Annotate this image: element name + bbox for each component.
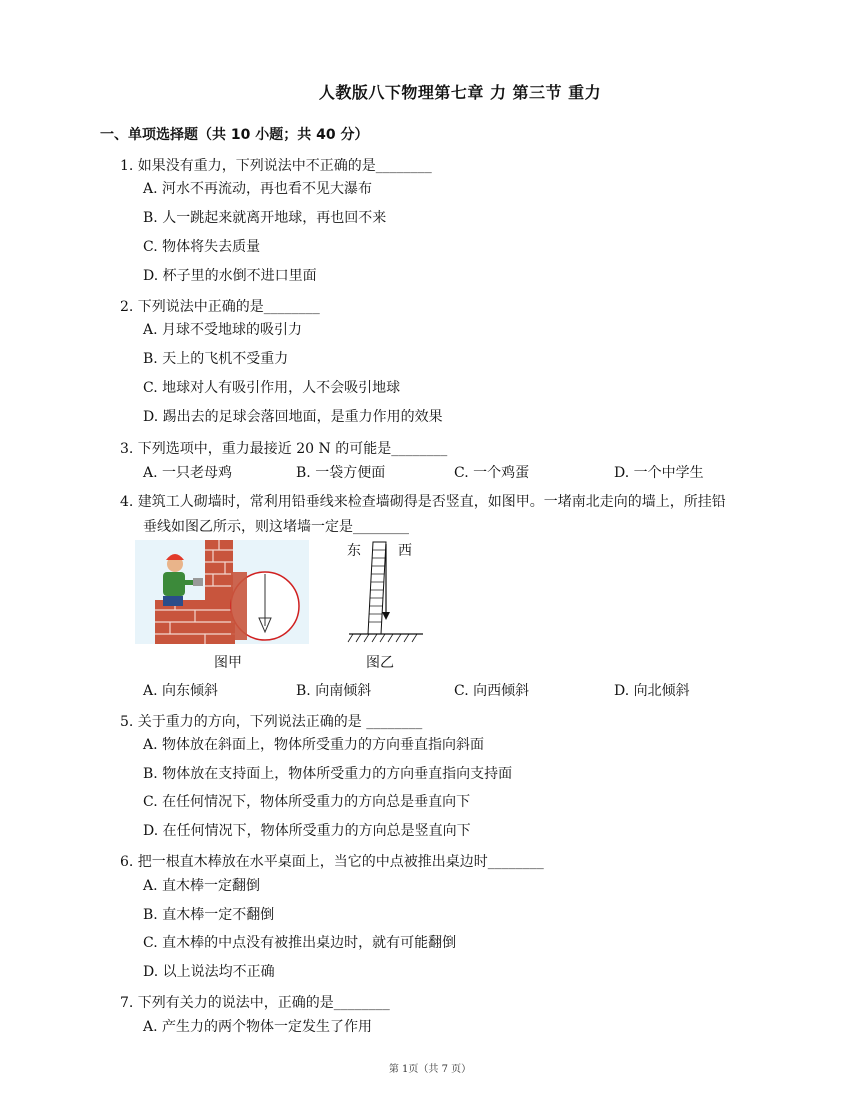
question-2-option-b: B. 天上的飞机不受重力 bbox=[143, 351, 289, 367]
question-6-option-a: A. 直木棒一定翻倒 bbox=[143, 878, 261, 894]
question-2-option-d: D. 踢出去的足球会落回地面，是重力作用的效果 bbox=[143, 409, 443, 425]
ground-hatching bbox=[348, 634, 423, 642]
question-5-option-c: C. 在任何情况下，物体所受重力的方向总是垂直向下 bbox=[143, 794, 471, 810]
question-1-stem: 1. 如果没有重力，下列说法中不正确的是________ bbox=[120, 158, 432, 174]
question-4-option-b: B. 向南倾斜 bbox=[296, 683, 372, 699]
question-3-stem: 3. 下列选项中，重力最接近 20 N 的可能是________ bbox=[120, 441, 448, 457]
question-4-stem-line2: 垂线如图乙所示，则这堵墙一定是________ bbox=[143, 519, 409, 535]
question-1-option-d: D. 杯子里的水倒不进口里面 bbox=[143, 268, 317, 284]
question-2-stem: 2. 下列说法中正确的是________ bbox=[120, 299, 320, 315]
page-footer: 第 1页（共 7 页） bbox=[388, 1064, 472, 1075]
question-2-option-a: A. 月球不受地球的吸引力 bbox=[143, 322, 303, 338]
question-2-option-c: C. 地球对人有吸引作用，人不会吸引地球 bbox=[143, 380, 401, 396]
question-4-stem-line1: 4. 建筑工人砌墙时，常利用铅垂线来检查墙砌得是否竖直，如图甲。一堵南北走向的墙上，所挂铅 bbox=[120, 494, 726, 510]
question-3-option-b: B. 一袋方便面 bbox=[296, 465, 386, 481]
question-4-option-a: A. 向东倾斜 bbox=[143, 683, 219, 699]
figure-a-caption: 图甲 bbox=[214, 655, 242, 671]
question-1-option-b: B. 人一跳起来就离开地球，再也回不来 bbox=[143, 210, 387, 226]
question-3-option-a: A. 一只老母鸡 bbox=[143, 465, 233, 481]
question-3-option-c: C. 一个鸡蛋 bbox=[454, 465, 530, 481]
question-1-option-c: C. 物体将失去质量 bbox=[143, 239, 261, 255]
question-6-option-d: D. 以上说法均不正确 bbox=[143, 964, 275, 980]
question-1-option-a: A. 河水不再流动，再也看不见大瀑布 bbox=[143, 181, 373, 197]
figure-b-caption: 图乙 bbox=[366, 655, 394, 671]
label-west: 西 bbox=[398, 543, 412, 559]
section-heading: 一、单项选择题（共 10 小题；共 40 分） bbox=[100, 127, 369, 143]
page-title: 人教版八下物理第七章 力 第三节 重力 bbox=[318, 83, 602, 102]
question-6-option-b: B. 直木棒一定不翻倒 bbox=[143, 907, 275, 923]
question-7-stem: 7. 下列有关力的说法中，正确的是________ bbox=[120, 995, 390, 1011]
question-5-stem: 5. 关于重力的方向，下列说法正确的是 ________ bbox=[120, 714, 423, 730]
question-7-option-a: A. 产生力的两个物体一定发生了作用 bbox=[143, 1019, 373, 1035]
question-5-option-d: D. 在任何情况下，物体所受重力的方向总是竖直向下 bbox=[143, 823, 471, 839]
question-6-stem: 6. 把一根直木棒放在水平桌面上，当它的中点被推出桌边时________ bbox=[120, 854, 544, 870]
figure-a-illustration bbox=[135, 540, 309, 644]
label-east: 东 bbox=[347, 543, 361, 559]
question-5-option-b: B. 物体放在支持面上，物体所受重力的方向垂直指向支持面 bbox=[143, 766, 513, 782]
tilted-wall bbox=[368, 542, 386, 634]
question-4-option-c: C. 向西倾斜 bbox=[454, 683, 530, 699]
question-6-option-c: C. 直木棒的中点没有被推出桌边时，就有可能翻倒 bbox=[143, 935, 457, 951]
question-3-option-d: D. 一个中学生 bbox=[614, 465, 704, 481]
figure-b-diagram bbox=[345, 540, 425, 644]
question-4-option-d: D. 向北倾斜 bbox=[614, 683, 690, 699]
question-5-option-a: A. 物体放在斜面上，物体所受重力的方向垂直指向斜面 bbox=[143, 737, 485, 753]
plumb-line-magnifier bbox=[231, 572, 299, 640]
